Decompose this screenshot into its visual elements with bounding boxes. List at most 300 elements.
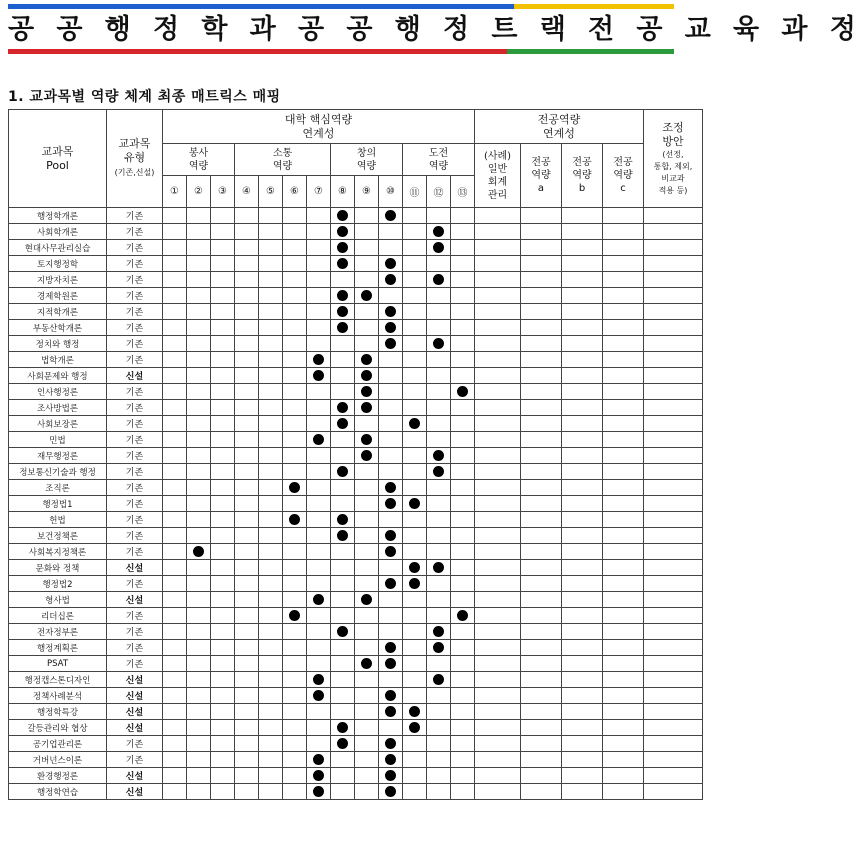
major-competency-cell (603, 432, 644, 448)
core-competency-cell (307, 208, 331, 224)
header-core-number (187, 176, 211, 208)
core-competency-cell (355, 752, 379, 768)
core-competency-cell (451, 512, 475, 528)
core-competency-cell (163, 592, 187, 608)
core-competency-cell (211, 720, 235, 736)
core-competency-cell (259, 272, 283, 288)
table-row (9, 336, 703, 352)
mapping-dot-icon (313, 754, 324, 765)
core-competency-cell (427, 208, 451, 224)
core-competency-cell (307, 400, 331, 416)
header-major-competency-label: 전공역량 연계성 (537, 112, 581, 140)
major-competency-cell (603, 416, 644, 432)
core-competency-cell (163, 336, 187, 352)
course-type-cell: 기존 (107, 272, 163, 288)
course-name-cell: 행정법1 (9, 496, 107, 512)
core-competency-cell (427, 448, 451, 464)
table-row (9, 368, 703, 384)
core-number-label: ② (194, 186, 203, 197)
mapping-dot-icon (337, 226, 348, 237)
table-row (9, 560, 703, 576)
core-competency-cell (235, 560, 259, 576)
core-competency-cell (235, 384, 259, 400)
course-name-cell: 형사법 (9, 592, 107, 608)
core-competency-cell (235, 336, 259, 352)
core-competency-cell (163, 480, 187, 496)
core-competency-cell (331, 592, 355, 608)
core-competency-cell (235, 256, 259, 272)
table-row (9, 272, 703, 288)
course-name-cell: 헌법 (9, 512, 107, 528)
core-competency-cell (163, 464, 187, 480)
core-competency-cell (307, 768, 331, 784)
major-competency-cell (475, 496, 521, 512)
major-competency-cell (521, 400, 562, 416)
color-bar-segment (8, 4, 261, 9)
core-competency-cell (403, 768, 427, 784)
major-competency-cell (475, 240, 521, 256)
core-competency-cell (379, 304, 403, 320)
core-competency-cell (451, 752, 475, 768)
core-competency-cell (331, 624, 355, 640)
core-competency-cell (187, 512, 211, 528)
adjustment-cell (644, 272, 703, 288)
core-competency-cell (211, 304, 235, 320)
core-competency-cell (331, 720, 355, 736)
major-competency-cell (603, 240, 644, 256)
major-competency-cell (475, 592, 521, 608)
core-competency-cell (403, 784, 427, 800)
core-competency-cell (355, 528, 379, 544)
core-competency-cell (403, 640, 427, 656)
major-competency-cell (562, 304, 603, 320)
mapping-dot-icon (337, 626, 348, 637)
adjustment-cell (644, 448, 703, 464)
header-core-number (379, 176, 403, 208)
core-competency-cell (403, 208, 427, 224)
core-competency-cell (331, 544, 355, 560)
core-competency-cell (379, 688, 403, 704)
major-competency-cell (562, 672, 603, 688)
table-row (9, 256, 703, 272)
core-competency-cell (259, 512, 283, 528)
core-competency-cell (355, 592, 379, 608)
major-competency-cell (475, 784, 521, 800)
core-competency-cell (211, 208, 235, 224)
core-competency-cell (355, 560, 379, 576)
major-competency-cell (475, 608, 521, 624)
core-competency-cell (379, 416, 403, 432)
core-competency-cell (235, 784, 259, 800)
core-competency-cell (211, 608, 235, 624)
major-competency-cell (475, 384, 521, 400)
core-competency-cell (331, 352, 355, 368)
core-competency-cell (451, 576, 475, 592)
adjustment-cell (644, 224, 703, 240)
core-competency-cell (283, 384, 307, 400)
core-competency-cell (427, 368, 451, 384)
major-competency-cell (475, 368, 521, 384)
core-competency-cell (259, 448, 283, 464)
core-competency-cell (187, 560, 211, 576)
major-competency-cell (603, 560, 644, 576)
table-row (9, 416, 703, 432)
core-competency-cell (211, 240, 235, 256)
adjustment-cell (644, 640, 703, 656)
core-competency-cell (427, 640, 451, 656)
core-competency-cell (331, 752, 355, 768)
core-competency-cell (163, 512, 187, 528)
course-name-cell: 정보통신기술과 행정 (9, 464, 107, 480)
major-competency-cell (603, 624, 644, 640)
course-type-cell: 기존 (107, 288, 163, 304)
mapping-dot-icon (361, 594, 372, 605)
core-competency-cell (259, 768, 283, 784)
core-competency-cell (331, 672, 355, 688)
core-competency-cell (187, 688, 211, 704)
core-competency-cell (163, 624, 187, 640)
core-competency-cell (355, 544, 379, 560)
header-course-pool (9, 110, 107, 208)
core-competency-cell (235, 416, 259, 432)
core-competency-cell (259, 240, 283, 256)
core-competency-cell (283, 272, 307, 288)
major-competency-cell (603, 544, 644, 560)
core-competency-cell (427, 416, 451, 432)
major-competency-cell (603, 368, 644, 384)
mapping-dot-icon (385, 706, 396, 717)
mapping-dot-icon (313, 786, 324, 797)
major-competency-cell (603, 672, 644, 688)
major-competency-cell (475, 416, 521, 432)
core-number-label: ⑬ (457, 188, 468, 199)
core-competency-cell (427, 400, 451, 416)
core-competency-cell (307, 608, 331, 624)
core-competency-cell (427, 352, 451, 368)
major-competency-cell (562, 768, 603, 784)
core-competency-cell (427, 336, 451, 352)
mapping-dot-icon (385, 754, 396, 765)
major-competency-cell (521, 464, 562, 480)
mapping-dot-icon (409, 578, 420, 589)
core-competency-cell (235, 640, 259, 656)
mapping-dot-icon (385, 530, 396, 541)
core-competency-cell (187, 480, 211, 496)
course-type-cell: 기존 (107, 320, 163, 336)
core-competency-cell (259, 736, 283, 752)
core-competency-cell (379, 352, 403, 368)
core-number-label: ④ (242, 186, 251, 197)
major-competency-cell (475, 672, 521, 688)
mapping-dot-icon (337, 290, 348, 301)
core-competency-cell (331, 432, 355, 448)
major-competency-cell (603, 592, 644, 608)
core-competency-cell (307, 720, 331, 736)
adjustment-cell (644, 384, 703, 400)
mapping-dot-icon (337, 306, 348, 317)
mapping-dot-icon (313, 690, 324, 701)
course-type-cell: 기존 (107, 608, 163, 624)
core-competency-cell (427, 464, 451, 480)
core-competency-cell (307, 256, 331, 272)
core-competency-cell (283, 736, 307, 752)
core-competency-cell (379, 320, 403, 336)
course-type-cell: 신설 (107, 592, 163, 608)
major-competency-cell (603, 704, 644, 720)
major-competency-cell (562, 640, 603, 656)
core-competency-cell (235, 576, 259, 592)
core-competency-cell (379, 640, 403, 656)
major-competency-cell (521, 384, 562, 400)
header-core-number (211, 176, 235, 208)
core-competency-cell (259, 576, 283, 592)
core-competency-cell (451, 256, 475, 272)
header-core-number (163, 176, 187, 208)
core-competency-cell (235, 464, 259, 480)
core-competency-cell (307, 288, 331, 304)
mapping-dot-icon (313, 354, 324, 365)
table-row (9, 656, 703, 672)
core-competency-cell (307, 416, 331, 432)
mapping-dot-icon (361, 450, 372, 461)
core-competency-cell (379, 656, 403, 672)
major-competency-cell (475, 544, 521, 560)
course-name-cell: 조사방법론 (9, 400, 107, 416)
core-competency-cell (259, 432, 283, 448)
mapping-dot-icon (385, 738, 396, 749)
core-competency-cell (235, 624, 259, 640)
mapping-dot-icon (361, 402, 372, 413)
core-competency-cell (355, 416, 379, 432)
color-bar-segment (8, 49, 254, 54)
core-competency-cell (211, 704, 235, 720)
major-competency-cell (521, 640, 562, 656)
core-competency-cell (163, 528, 187, 544)
core-competency-cell (451, 240, 475, 256)
core-competency-cell (355, 784, 379, 800)
major-competency-cell (603, 688, 644, 704)
major-competency-cell (521, 752, 562, 768)
core-competency-cell (163, 368, 187, 384)
core-competency-cell (283, 496, 307, 512)
core-competency-cell (307, 640, 331, 656)
mapping-dot-icon (313, 434, 324, 445)
core-competency-cell (211, 384, 235, 400)
core-competency-cell (163, 736, 187, 752)
core-competency-cell (403, 448, 427, 464)
core-competency-cell (403, 720, 427, 736)
core-competency-cell (163, 544, 187, 560)
major-competency-cell (603, 720, 644, 736)
core-competency-cell (307, 224, 331, 240)
core-competency-cell (259, 784, 283, 800)
major-competency-cell (475, 656, 521, 672)
major-competency-cell (603, 384, 644, 400)
major-competency-cell (521, 688, 562, 704)
course-name-cell: 조직론 (9, 480, 107, 496)
core-competency-cell (355, 224, 379, 240)
major-competency-cell (521, 224, 562, 240)
major-competency-cell (603, 640, 644, 656)
core-competency-cell (187, 464, 211, 480)
core-competency-cell (259, 256, 283, 272)
course-name-cell: 사회복지정책론 (9, 544, 107, 560)
table-row (9, 608, 703, 624)
header-core-number (403, 176, 427, 208)
major-competency-cell (603, 336, 644, 352)
core-competency-cell (235, 720, 259, 736)
mapping-dot-icon (337, 242, 348, 253)
table-row (9, 464, 703, 480)
core-competency-cell (307, 560, 331, 576)
core-competency-cell (355, 624, 379, 640)
mapping-dot-icon (313, 674, 324, 685)
core-competency-cell (259, 656, 283, 672)
core-competency-cell (427, 736, 451, 752)
course-type-cell: 기존 (107, 528, 163, 544)
table-row (9, 544, 703, 560)
core-competency-cell (451, 384, 475, 400)
core-competency-cell (379, 384, 403, 400)
mapping-dot-icon (385, 258, 396, 269)
major-competency-cell (475, 480, 521, 496)
core-competency-cell (427, 528, 451, 544)
mapping-dot-icon (409, 706, 420, 717)
course-type-cell: 기존 (107, 448, 163, 464)
core-competency-cell (403, 272, 427, 288)
core-competency-cell (187, 704, 211, 720)
core-competency-cell (211, 464, 235, 480)
core-competency-cell (211, 400, 235, 416)
core-competency-cell (235, 608, 259, 624)
table-row (9, 624, 703, 640)
major-competency-cell (562, 752, 603, 768)
major-competency-cell (562, 208, 603, 224)
core-competency-cell (211, 352, 235, 368)
mapping-dot-icon (409, 722, 420, 733)
core-competency-cell (355, 304, 379, 320)
core-competency-cell (307, 240, 331, 256)
core-competency-cell (451, 368, 475, 384)
adjustment-cell (644, 688, 703, 704)
core-number-label: ① (170, 186, 179, 197)
major-competency-cell (603, 752, 644, 768)
core-competency-cell (283, 608, 307, 624)
mapping-dot-icon (385, 786, 396, 797)
course-name-cell: PSAT (9, 656, 107, 672)
adjustment-cell (644, 784, 703, 800)
core-competency-cell (235, 528, 259, 544)
core-number-label: ⑧ (338, 186, 347, 197)
core-competency-cell (259, 208, 283, 224)
core-competency-cell (451, 432, 475, 448)
table-row (9, 704, 703, 720)
core-competency-cell (259, 464, 283, 480)
core-competency-cell (163, 352, 187, 368)
table-row (9, 784, 703, 800)
core-competency-cell (451, 288, 475, 304)
major-competency-cell (475, 704, 521, 720)
core-competency-cell (451, 704, 475, 720)
core-competency-cell (187, 432, 211, 448)
core-competency-cell (235, 352, 259, 368)
core-competency-cell (451, 496, 475, 512)
core-competency-cell (163, 288, 187, 304)
core-competency-cell (283, 464, 307, 480)
core-competency-cell (355, 768, 379, 784)
core-competency-cell (283, 704, 307, 720)
header-major-a-label: 전공 역량 a (531, 157, 551, 194)
core-competency-cell (211, 224, 235, 240)
core-competency-cell (235, 368, 259, 384)
core-competency-cell (355, 688, 379, 704)
mapping-dot-icon (337, 530, 348, 541)
header-major-b (562, 144, 603, 208)
mapping-dot-icon (313, 594, 324, 605)
mapping-dot-icon (385, 658, 396, 669)
major-competency-cell (562, 224, 603, 240)
core-competency-cell (187, 672, 211, 688)
mapping-dot-icon (361, 290, 372, 301)
major-competency-cell (521, 480, 562, 496)
core-competency-cell (379, 528, 403, 544)
core-competency-cell (403, 688, 427, 704)
core-competency-cell (235, 768, 259, 784)
core-competency-cell (403, 256, 427, 272)
core-competency-cell (403, 224, 427, 240)
mapping-dot-icon (385, 322, 396, 333)
table-row (9, 480, 703, 496)
core-competency-cell (307, 656, 331, 672)
core-competency-cell (451, 528, 475, 544)
mapping-dot-icon (313, 770, 324, 781)
mapping-dot-icon (457, 610, 468, 621)
core-competency-cell (427, 560, 451, 576)
core-competency-cell (427, 624, 451, 640)
major-competency-cell (475, 720, 521, 736)
page-title: 공 공 행 정 학 과 공 공 행 정 트 랙 전 공 교 육 과 정 (8, 14, 859, 45)
major-competency-cell (562, 624, 603, 640)
header-creativity-label: 창의 역량 (356, 147, 377, 172)
mapping-dot-icon (337, 738, 348, 749)
core-competency-cell (451, 224, 475, 240)
major-competency-cell (562, 416, 603, 432)
core-competency-cell (403, 592, 427, 608)
competency-matrix-table (8, 109, 703, 800)
major-competency-cell (521, 416, 562, 432)
core-competency-cell (211, 624, 235, 640)
core-competency-cell (307, 592, 331, 608)
mapping-dot-icon (385, 338, 396, 349)
core-competency-cell (451, 672, 475, 688)
core-competency-cell (235, 672, 259, 688)
course-name-cell: 지적학개론 (9, 304, 107, 320)
core-competency-cell (211, 656, 235, 672)
core-competency-cell (451, 640, 475, 656)
core-competency-cell (259, 480, 283, 496)
table-row (9, 208, 703, 224)
mapping-dot-icon (385, 274, 396, 285)
core-competency-cell (163, 752, 187, 768)
core-competency-cell (235, 736, 259, 752)
core-competency-cell (187, 272, 211, 288)
core-competency-cell (259, 640, 283, 656)
core-competency-cell (355, 272, 379, 288)
major-competency-cell (562, 480, 603, 496)
major-competency-cell (562, 448, 603, 464)
course-type-cell: 기존 (107, 464, 163, 480)
major-competency-cell (475, 352, 521, 368)
